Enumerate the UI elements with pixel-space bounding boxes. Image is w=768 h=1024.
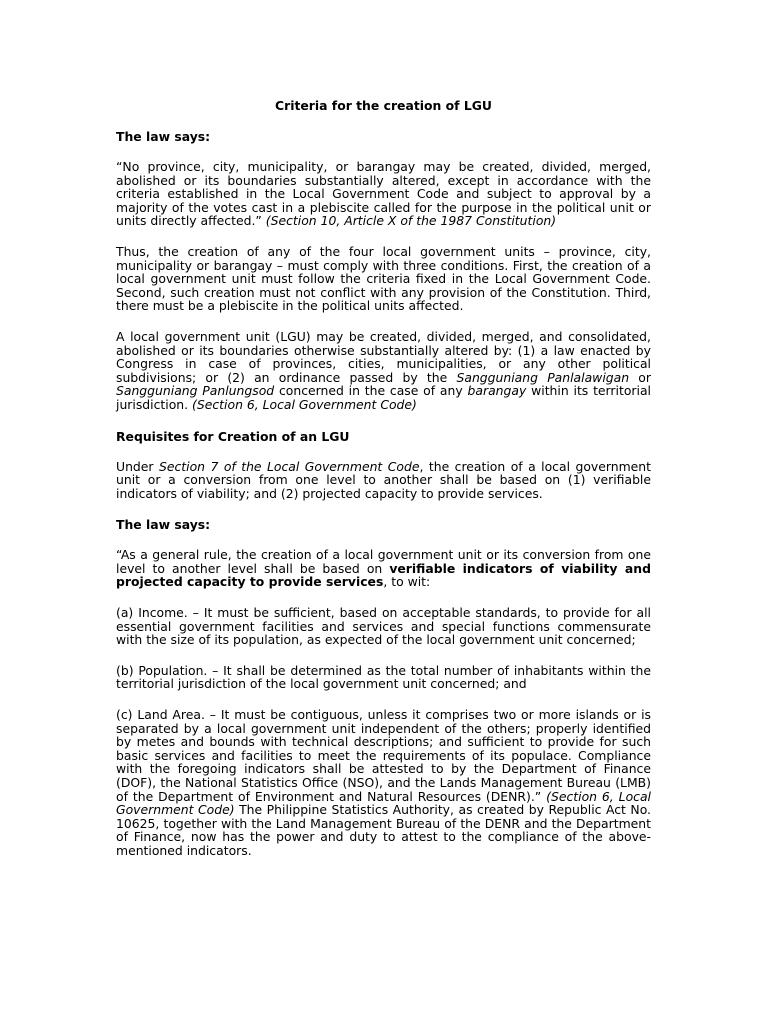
- constitution-quote-text: “No province, city, municipality, or barangay may be created, divided, merged, abolished or its boundaries substantially altered, except in accordance with the criteria established in the Local Government Code and subject to approval by a majority of the votes cast in a plebiscite called for the purpose in the political unit or units directly affected.”: [116, 159, 651, 229]
- lgu-creation-text-b: or: [638, 369, 651, 385]
- general-rule-text-b: , to wit:: [383, 574, 431, 590]
- lgu-creation-text-a: A local government unit (LGU) may be created, divided, merged, and consolidated, abolished or its boundaries otherwise substantially altered by: (1) a law enacted by Congress in case of provinces, cities, municipalities, or any other political subdivisions; or (2) an ordinance passed by the: [116, 328, 651, 385]
- heading-requisites: Requisites for Creation of an LGU: [116, 428, 350, 444]
- lgc-section-6-citation: (Section 6, Local Government Code): [192, 396, 417, 412]
- general-rule-text-a: “As a general rule, the creation of a local government unit or its conversion from one level to another level shall be based on: [116, 547, 651, 576]
- lgu-creation-text-d: within its territorial jurisdiction.: [116, 383, 651, 412]
- land-area-text-b: The Philippine Statistics Authority, as created by Republic Act No. 10625, together with the Land Management Bureau of the DENR and the Department of Finance, now has the power and duty to attest to the compliance of the above-mentioned indicators.: [116, 802, 651, 858]
- sangguniang-panlungsod: Sangguniang Panlungsod: [116, 383, 275, 399]
- paragraph-general-rule: [116, 548, 651, 589]
- section-7-text-a: Under: [116, 458, 154, 474]
- section-7-reference: Section 7 of the Local Government Code: [158, 458, 420, 474]
- constitution-citation: (Section 10, Article X of the 1987 Constitution): [265, 213, 557, 229]
- lgu-creation-text-c: concerned in the case of any: [278, 383, 463, 399]
- paragraph-lgu-creation: [116, 330, 651, 412]
- barangay-term: barangay: [467, 383, 527, 399]
- document-title: Criteria for the creation of LGU: [275, 98, 492, 113]
- land-area-citation: (Section 6, Local Government Code): [116, 788, 651, 818]
- sangguniang-panlalawigan: Sangguniang Panlalawigan: [456, 369, 630, 385]
- paragraph-land-area: [116, 708, 651, 858]
- paragraph-three-conditions: Thus, the creation of any of the four local government units – province, city, municipality or barangay – must comply with three conditions. First, the creation of a local government unit must follow the criteria fixed in the Local Government Code. Second, such creation must not conflict with any provision of the Constitution. Third, there must be a plebiscite in the political units affected.: [116, 243, 651, 314]
- general-rule-bold: verifiable indicators of viability and projected capacity to provide services: [116, 560, 651, 590]
- section-7-text-b: , the creation of a local government unit or a conversion from one level to another shall be based on (1) verifiable indicators of viability; and (2) projected capacity to provide services.: [116, 458, 652, 501]
- paragraph-section-7: [116, 460, 651, 501]
- paragraph-income: (a) Income. – It must be sufficient, based on acceptable standards, to provide for all essential government facilities and services and special functions commensurate with the size of its population, as expected of the local government unit concerned;: [116, 605, 651, 648]
- heading-law-says-2: The law says:: [116, 517, 211, 533]
- paragraph-constitution-quote: [116, 160, 651, 228]
- paragraph-population: (b) Population. – It shall be determined as the total number of inhabitants within the territorial jurisdiction of the local government unit concerned; and: [116, 662, 651, 692]
- heading-law-says-1: The law says:: [116, 129, 211, 144]
- land-area-text-a: (c) Land Area. – It must be contiguous, unless it comprises two or more islands or is separated by a local government unit independent of the others; properly identified by metes and bounds with technical descriptions; and sufficient to provide for such basic services and facilities to meet the requirements of its populace. Compliance with the foregoing indicators shall be attested to by the Department of Finance (DOF), the National Statistics Office (NSO), and the Lands Management Bureau (LMB) of the Department of Environment and Natural Resources (DENR).”: [116, 707, 651, 804]
